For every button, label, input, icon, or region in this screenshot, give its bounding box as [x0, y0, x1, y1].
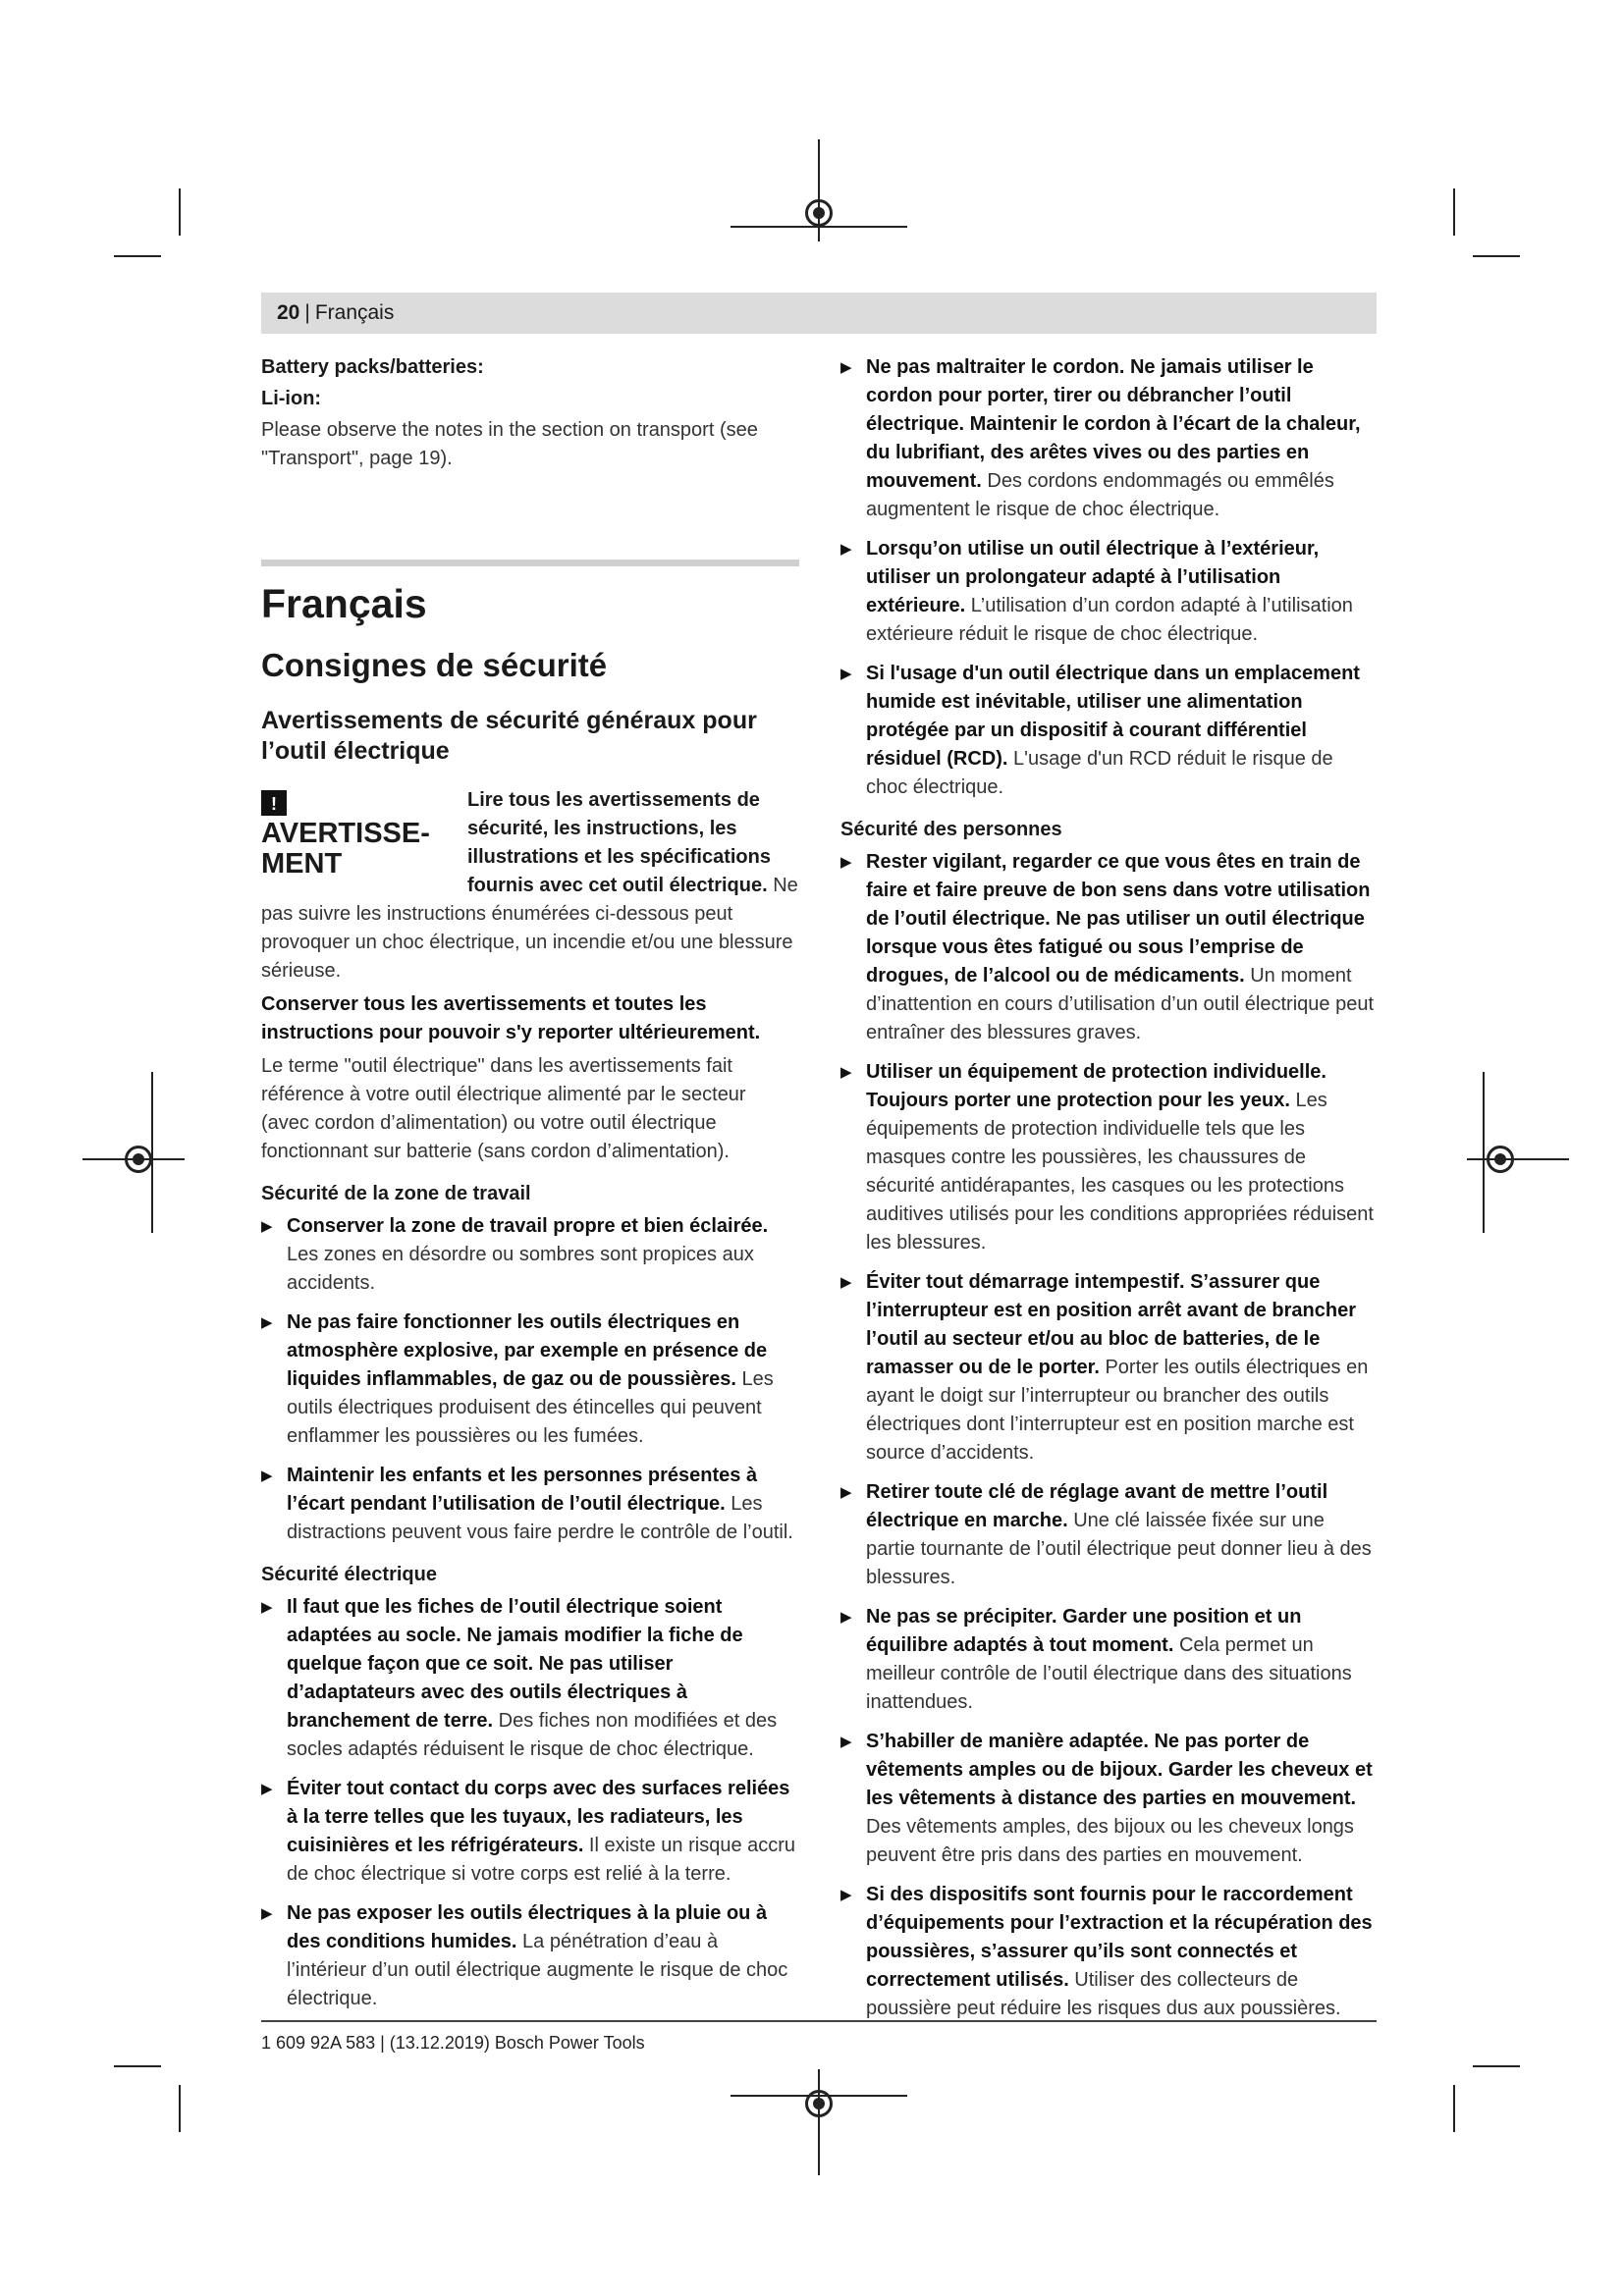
electrical-title: Sécurité électrique: [261, 1564, 437, 1585]
list-item: ▶ Utiliser un équipement de protection individuelle. Toujours porter une protection pour les yeux. Les équipements de protection individuelle tels que les masques contre les poussières, les chaussures de sécurité antidérapantes, les casques ou les protections auditives utilisés pour les conditions appropriées réduisent les blessures.: [840, 1058, 1377, 1257]
registration-mark-right: [1487, 1146, 1514, 1173]
battery-title: Battery packs/batteries:: [261, 356, 484, 378]
warning-label-text: AVERTISSE-MENT: [261, 818, 430, 880]
header-separator: |: [304, 301, 310, 324]
crop-mark-tl-h: [114, 255, 161, 257]
list-item: ▶ Ne pas maltraiter le cordon. Ne jamais utiliser le cordon pour porter, tirer ou débrancher l’outil électrique. Maintenir le cordon à l’écart de la chaleur, du lubrifiant, des arêtes vives ou des parties en mouvement. Des cordons endommagés ou emmêlés augmentent le risque de choc électrique.: [840, 353, 1377, 524]
reg-line-bottom-v: [818, 2069, 820, 2175]
crop-mark-tl-v: [179, 188, 181, 236]
term-definition: Le terme "outil électrique" dans les avertissements fait référence à votre outil électrique alimenté par le secteur (avec cordon d’alimentation) ou votre outil électrique fonctionnant sur batterie (sans cordon d’alimentation).: [261, 1055, 746, 1162]
warning-lead: Lire tous les avertissements de sécurité, les instructions, les illustrations et les spécifications fournis avec cet outil électrique.: [467, 789, 771, 896]
warning-text: Ne pas suivre les instructions énumérées ci-dessous peut provoquer un choc électrique, un incendie et/ou une blessure sérieuse.: [261, 875, 798, 982]
header-language: Français: [314, 301, 395, 324]
list-item: ▶ Rester vigilant, regarder ce que vous êtes en train de faire et faire preuve de bon sens dans votre utilisation de l’outil électrique. Ne pas utiliser un outil électrique lorsque vous êtes fatigué ou sous l’emprise de drogues, de l’alcool ou de médicaments. Un moment d’inattention en cours d’utilisation d’un outil électrique peut entraîner des blessures graves.: [840, 848, 1377, 1047]
personal-safety-title: Sécurité des personnes: [840, 819, 1062, 840]
page-number: 20: [277, 301, 300, 324]
reg-line-right-h: [1467, 1158, 1569, 1160]
list-item: ▶ Ne pas exposer les outils électriques à la pluie ou à des conditions humides. La pénétration d’eau à l’intérieur d’un outil électrique augmente le risque de choc électrique.: [261, 1899, 799, 2013]
registration-mark-bottom: [805, 2090, 833, 2117]
page-header: [261, 293, 1377, 334]
page-footer: 1 609 92A 583 | (13.12.2019) Bosch Power Tools: [261, 2033, 645, 2053]
reg-line-right-v: [1483, 1072, 1485, 1233]
list-item: ▶ Ne pas se précipiter. Garder une position et un équilibre adaptés à tout moment. Cela permet un meilleur contrôle de l’outil électrique dans des situations inattendues.: [840, 1603, 1377, 1717]
electrical-list: [261, 1593, 799, 2013]
section-title: Français: [261, 581, 427, 626]
section-divider: [261, 560, 799, 566]
warning-block: [261, 786, 799, 986]
list-item: ▶ Si des dispositifs sont fournis pour le raccordement d’équipements pour l’extraction et la récupération des poussières, s’assurer qu’ils sont connectés et correctement utilisés. Utiliser des collecteurs de poussière peut réduire les risques dus aux poussières.: [840, 1881, 1377, 2023]
reg-line-left-v: [151, 1072, 153, 1233]
general-warnings-heading: Avertissements de sécurité généraux pour l’outil électrique: [261, 707, 757, 765]
warning-triangle-icon: !: [261, 790, 287, 816]
list-item: ▶ Ne pas faire fonctionner les outils électriques en atmosphère explosive, par exemple en présence de liquides inflammables, de gaz ou de poussières. Les outils électriques produisent des étincelles qui peuvent enflammer les poussières ou les fumées.: [261, 1308, 799, 1451]
registration-mark-left: [125, 1146, 152, 1173]
keep-instructions: Conserver tous les avertissements et toutes les instructions pour pouvoir s'y reporter ultérieurement.: [261, 993, 761, 1043]
list-item: ▶ Éviter tout démarrage intempestif. S’assurer que l’interrupteur est en position arrêt avant de brancher l’outil au secteur et/ou au bloc de batteries, de le ramasser ou de le porter. Porter les outils électriques en ayant le doigt sur l’interrupteur ou brancher des outils électriques dont l’interrupteur est en position marche est source d’accidents.: [840, 1268, 1377, 1468]
li-ion-label: Li-ion:: [261, 388, 322, 409]
work-area-list: [261, 1212, 799, 1547]
list-item: ▶ Éviter tout contact du corps avec des surfaces reliées à la terre telles que les tuyaux, les radiateurs, les cuisinières et les réfrigérateurs. Il existe un risque accru de choc électrique si votre corps est relié à la terre.: [261, 1775, 799, 1889]
list-item: ▶ Il faut que les fiches de l’outil électrique soient adaptées au socle. Ne jamais modifier la fiche de quelque façon que ce soit. Ne pas utiliser d’adaptateurs avec des outils électriques à branchement de terre. Des fiches non modifiées et des socles adaptés réduisent le risque de choc électrique.: [261, 1593, 799, 1764]
footer-rule: [261, 2020, 1377, 2022]
list-item: ▶ Maintenir les enfants et les personnes présentes à l’écart pendant l’utilisation de l’outil électrique. Les distractions peuvent vous faire perdre le contrôle de l’outil.: [261, 1462, 799, 1547]
left-column: [261, 353, 799, 2024]
crop-mark-br-h: [1473, 2065, 1520, 2067]
list-item: ▶ S’habiller de manière adaptée. Ne pas porter de vêtements amples ou de bijoux. Garder les cheveux et les vêtements à distance des parties en mouvement. Des vêtements amples, des bijoux ou les cheveux longs peuvent être pris dans des parties en mouvement.: [840, 1728, 1377, 1870]
warning-label: [261, 788, 458, 880]
transport-note: Please observe the notes in the section on transport (see "Transport", page 19).: [261, 419, 758, 469]
safety-heading: Consignes de sécurité: [261, 647, 608, 683]
list-item: ▶ Lorsqu’on utilise un outil électrique à l’extérieur, utiliser un prolongateur adapté à l’utilisation extérieure. L’utilisation d’un cordon adapté à l’utilisation extérieure réduit le risque de choc électrique.: [840, 535, 1377, 649]
right-column: [840, 353, 1377, 2034]
crop-mark-bl-v: [179, 2085, 181, 2132]
crop-mark-tr-h: [1473, 255, 1520, 257]
personal-safety-list: [840, 848, 1377, 2023]
crop-mark-bl-h: [114, 2065, 161, 2067]
list-item: ▶ Si l'usage d'un outil électrique dans un emplacement humide est inévitable, utiliser une alimentation protégée par un dispositif à courant différentiel résiduel (RCD). L'usage d'un RCD réduit le risque de choc électrique.: [840, 660, 1377, 802]
electrical-list-continued: [840, 353, 1377, 802]
work-area-title: Sécurité de la zone de travail: [261, 1183, 531, 1204]
crop-mark-tr-v: [1453, 188, 1455, 236]
list-item: ▶ Conserver la zone de travail propre et bien éclairée. Les zones en désordre ou sombres sont propices aux accidents.: [261, 1212, 799, 1298]
crop-mark-br-v: [1453, 2085, 1455, 2132]
list-item: ▶ Retirer toute clé de réglage avant de mettre l’outil électrique en marche. Une clé laissée fixée sur une partie tournante de l’outil électrique peut donner lieu à des blessures.: [840, 1478, 1377, 1592]
registration-mark-top: [805, 199, 833, 227]
